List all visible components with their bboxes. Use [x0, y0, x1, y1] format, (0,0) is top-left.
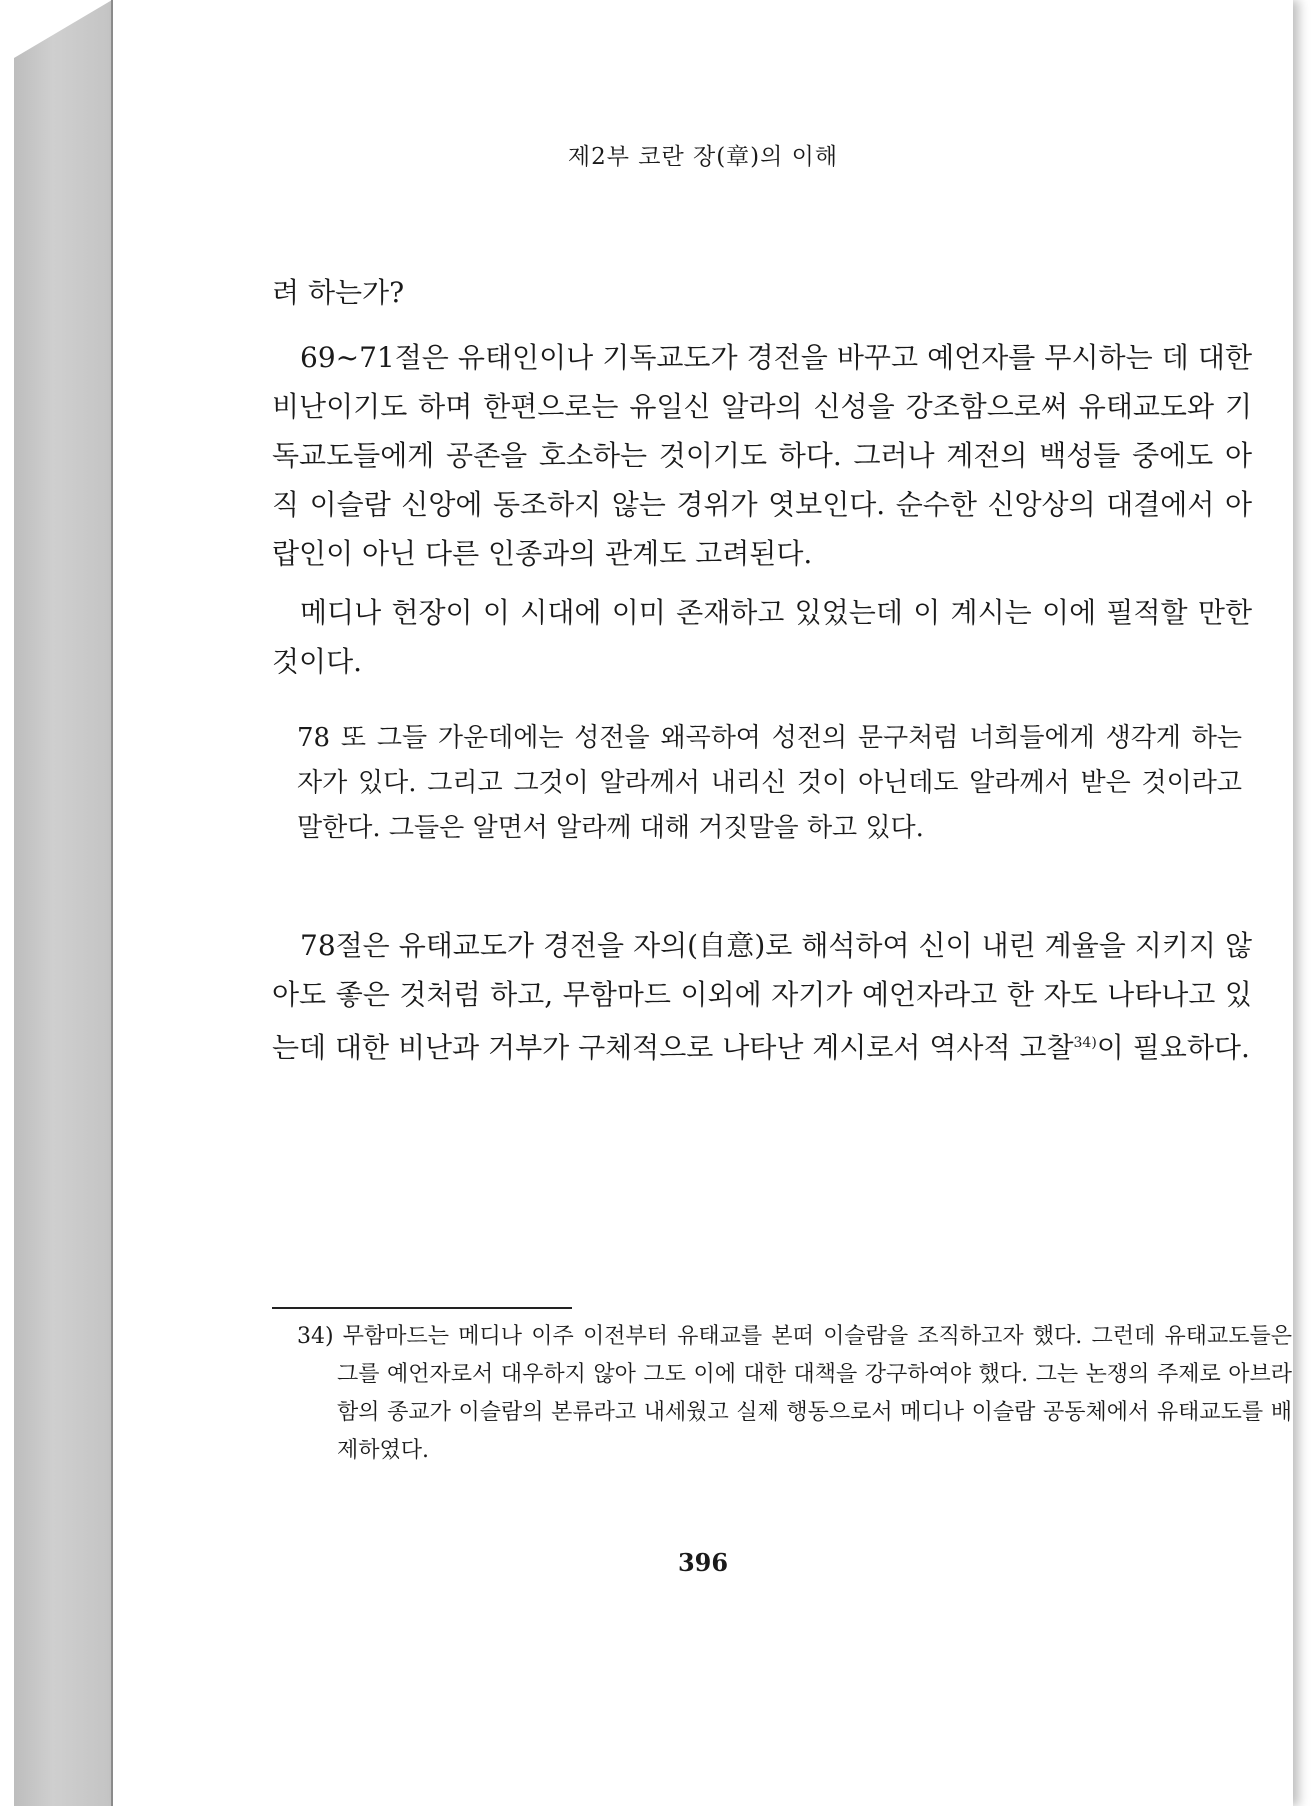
footnote-divider — [272, 1307, 572, 1309]
paragraph-commentary-78 — [272, 921, 1252, 1072]
footnote-number: 34) — [297, 1324, 334, 1349]
footnote-34 — [297, 1318, 1292, 1470]
paragraph-commentary-78-text: 78절은 유태교도가 경전을 자의(自意)로 해석하여 신이 내린 계율을 지키지 않아도 좋은 것처럼 하고, 무함마드 이외에 자기가 예언자라고 한 자도 나타나고 있는데 대한 비난과 거부가 구체적으로 나타난 계시로서 역사적 고찰 — [272, 929, 1252, 1064]
book-page — [113, 0, 1293, 1806]
paragraph-medina-charter: 메디나 헌장이 이 시대에 이미 존재하고 있었는데 이 계시는 이에 필적할 만한 것이다. — [272, 596, 1252, 678]
book-spine — [14, 0, 113, 1806]
footnote-reference: 34) — [1073, 1035, 1097, 1051]
paragraph-commentary-78-end: 이 필요하다. — [1096, 1031, 1250, 1064]
running-head: 제2부 코란 장(章)의 이해 — [567, 144, 839, 170]
verse-78: 78 또 그들 가운데에는 성전을 왜곡하여 성전의 문구처럼 너희들에게 생각게 하는 자가 있다. 그리고 그것이 알라께서 내리신 것이 아닌데도 알라께서 받은 것이라고 말한다. 그들은 알면서 알라께 대해 거짓말을 하고 있다. — [297, 723, 1242, 843]
page-number: 396 — [677, 1548, 729, 1577]
paragraph-continuation: 려 하는가? — [272, 276, 405, 309]
paragraph-commentary-69-71: 69~71절은 유태인이나 기독교도가 경전을 바꾸고 예언자를 무시하는 데 대한 비난이기도 하며 한편으로는 유일신 알라의 신성을 강조함으로써 유태교도와 기독교도들에게 공존을 호소하는 것이기도 하다. 그러나 계전의 백성들 중에도 아직 이슬람 신앙에 동조하지 않는 경위가 엿보인다. 순수한 신앙상의 대결에서 아랍인이 아닌 다른 인종과의 관계도 고려된다. — [272, 341, 1252, 570]
footnote-text: 무함마드는 메디나 이주 이전부터 유태교를 본떠 이슬람을 조직하고자 했다. 그런데 유태교도들은 그를 예언자로서 대우하지 않아 그도 이에 대한 대책을 강구하여야 했다. 그는 논쟁의 주제로 아브라함의 종교가 이슬람의 본류라고 내세웠고 실제 행동으로서 메디나 이슬람 공동체에서 유태교도를 배제하였다. — [337, 1324, 1292, 1463]
